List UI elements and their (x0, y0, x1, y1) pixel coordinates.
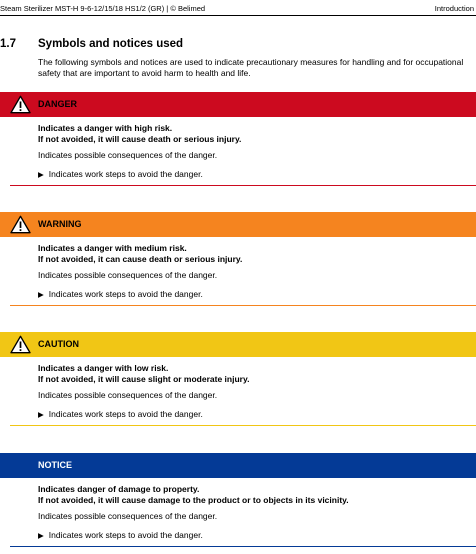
caution-divider (10, 425, 476, 426)
arrow-right-icon: ▶ (38, 290, 44, 299)
warning-divider (10, 305, 476, 306)
danger-divider (10, 185, 476, 186)
notice-banner (0, 453, 476, 478)
header-document-title: Steam Sterilizer MST-H 9-6-12/15/18 HS1/2 (GR) | © Belimed (0, 4, 206, 13)
notice-step (38, 530, 203, 541)
danger-banner (0, 92, 476, 117)
notice-step-text: Indicates work steps to avoid the danger. (48, 530, 203, 540)
danger-title: DANGER (38, 99, 78, 109)
caution-risk-text: Indicates a danger with low risk. (38, 363, 169, 373)
header-divider (0, 15, 476, 16)
section-intro: The following symbols and notices are used to indicate precautionary measures for handling and for occupational safety that are important to avoid harm to health and life. (38, 57, 464, 78)
header-chapter: Introduction (434, 4, 474, 13)
danger-consequence-text: Indicates possible consequences of the danger. (38, 150, 218, 160)
warning-risk-text: Indicates a danger with medium risk. (38, 243, 187, 253)
notice-divider (10, 546, 476, 547)
warning-step (38, 289, 203, 300)
notice-effect-text: If not avoided, it will cause damage to the product or to objects in its vicinity. (38, 495, 349, 505)
caution-step (38, 409, 203, 420)
danger-step-text: Indicates work steps to avoid the danger. (48, 169, 203, 179)
arrow-right-icon: ▶ (38, 531, 44, 540)
caution-consequence-text: Indicates possible consequences of the danger. (38, 390, 218, 400)
section-number: 1.7 (0, 38, 16, 50)
caution-effect-text: If not avoided, it will cause slight or moderate injury. (38, 374, 250, 384)
warning-title: WARNING (38, 219, 82, 229)
warning-triangle-icon (10, 95, 31, 114)
caution-banner (0, 332, 476, 357)
warning-step-text: Indicates work steps to avoid the danger. (48, 289, 203, 299)
caution-step-text: Indicates work steps to avoid the danger. (48, 409, 203, 419)
warning-triangle-icon (10, 335, 31, 354)
page-header (0, 2, 476, 14)
section-title: Symbols and notices used (38, 38, 184, 50)
caution-title: CAUTION (38, 339, 79, 349)
warning-banner (0, 212, 476, 237)
notice-risk-text: Indicates danger of damage to property. (38, 484, 200, 494)
arrow-right-icon: ▶ (38, 410, 44, 419)
arrow-right-icon: ▶ (38, 170, 44, 179)
warning-consequence-text: Indicates possible consequences of the danger. (38, 270, 218, 280)
danger-effect-text: If not avoided, it will cause death or serious injury. (38, 134, 242, 144)
danger-step (38, 169, 203, 180)
notice-consequence-text: Indicates possible consequences of the danger. (38, 511, 218, 521)
notice-title: NOTICE (38, 460, 73, 470)
danger-risk-text: Indicates a danger with high risk. (38, 123, 173, 133)
warning-triangle-icon (10, 215, 31, 234)
warning-effect-text: If not avoided, it can cause death or serious injury. (38, 254, 243, 264)
